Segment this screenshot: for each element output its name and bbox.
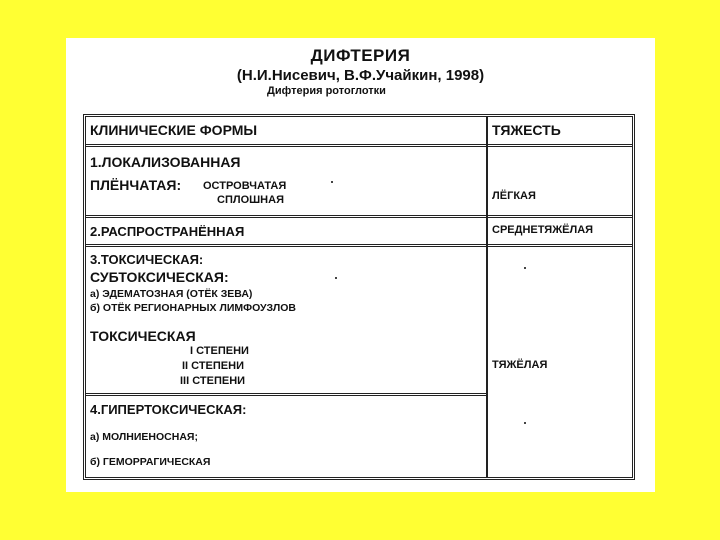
hypertoxic-form-title: 4.ГИПЕРТОКСИЧЕСКАЯ: xyxy=(90,402,247,417)
severity-column-header: ТЯЖЕСТЬ xyxy=(492,122,561,138)
row-divider xyxy=(86,215,632,218)
toxic-form-title: 3.ТОКСИЧЕСКАЯ: xyxy=(90,252,204,267)
toxic-label: ТОКСИЧЕСКАЯ xyxy=(90,328,196,344)
scan-speck xyxy=(524,267,526,269)
subtoxic-label: СУБТОКСИЧЕСКАЯ: xyxy=(90,269,229,285)
document-authors: (Н.И.Нисевич, В.Ф.Учайкин, 1998) xyxy=(236,67,485,84)
severe-severity: ТЯЖЁЛАЯ xyxy=(492,359,548,371)
degree-2: II СТЕПЕНИ xyxy=(182,360,244,372)
continuous-label: СПЛОШНАЯ xyxy=(217,194,284,206)
row-divider xyxy=(86,393,488,396)
island-label: ОСТРОВЧАТАЯ xyxy=(203,180,287,192)
forms-column-header: КЛИНИЧЕСКИЕ ФОРМЫ xyxy=(90,122,258,138)
moderate-severity: СРЕДНЕТЯЖЁЛАЯ xyxy=(492,224,594,236)
membranous-label: ПЛЁНЧАТАЯ: xyxy=(90,177,182,193)
scan-speck xyxy=(524,422,526,424)
column-divider xyxy=(486,117,488,477)
subtoxic-item-a: а) ЭДЕМАТОЗНАЯ (ОТЁК ЗЕВА) xyxy=(90,288,253,300)
degree-3: III СТЕПЕНИ xyxy=(180,375,246,387)
row-divider xyxy=(86,244,632,247)
scan-speck xyxy=(331,181,333,183)
degree-1: I СТЕПЕНИ xyxy=(190,345,249,357)
row-divider xyxy=(86,144,632,147)
hypertoxic-item-b: б) ГЕМОРРАГИЧЕСКАЯ xyxy=(90,456,211,468)
mild-severity: ЛЁГКАЯ xyxy=(492,190,536,202)
subtoxic-item-b: б) ОТЁК РЕГИОНАРНЫХ ЛИМФОУЗЛОВ xyxy=(90,302,296,314)
hypertoxic-item-a: а) МОЛНИЕНОСНАЯ; xyxy=(90,431,198,443)
document-subtitle: Дифтерия ротоглотки xyxy=(267,85,386,97)
document-page xyxy=(66,38,655,492)
classification-table xyxy=(83,114,635,480)
localized-form-title: 1.ЛОКАЛИЗОВАННАЯ xyxy=(90,154,241,170)
widespread-form-title: 2.РАСПРОСТРАНЁННАЯ xyxy=(90,224,245,239)
scan-speck xyxy=(335,277,337,279)
document-title: ДИФТЕРИЯ xyxy=(310,46,411,65)
